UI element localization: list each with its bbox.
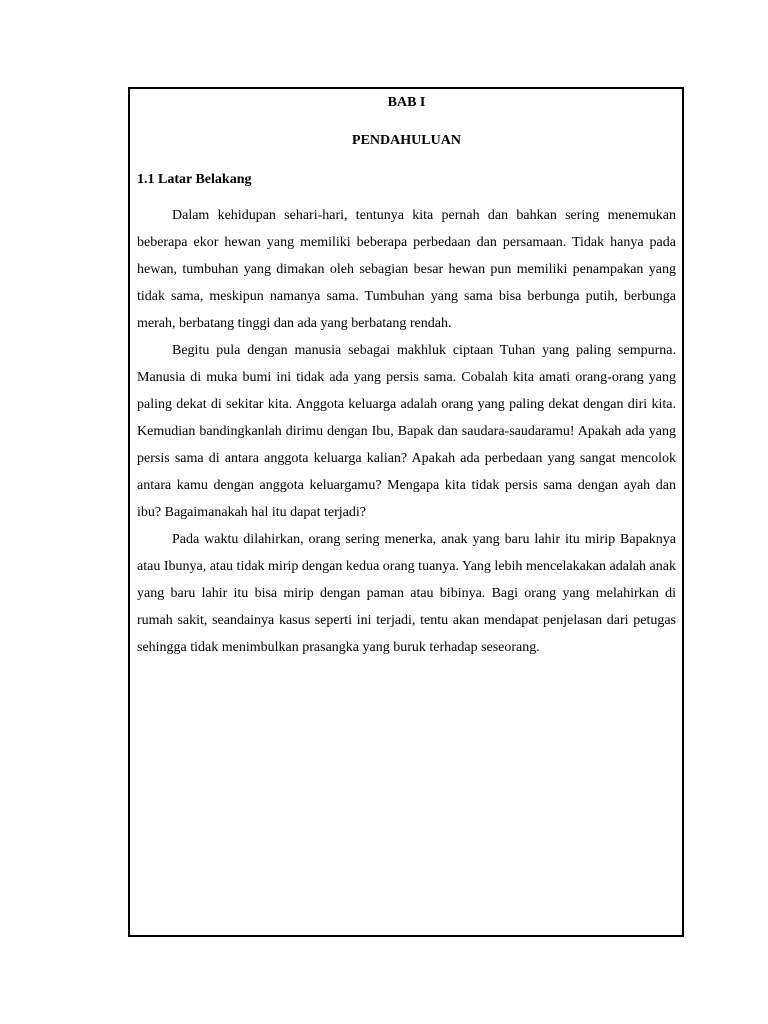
chapter-title: PENDAHULUAN [352,133,461,148]
body-text [137,202,676,661]
page-border-frame [128,87,684,937]
paragraph: Pada waktu dilahirkan, orang sering menerka, anak yang baru lahir itu mirip Bapaknya atau Ibunya, atau tidak mirip dengan kedua orang tuanya. Yang lebih mencelakakan adalah anak yang baru lahir itu bisa mirip dengan paman atau bibinya. Bagi orang yang melahirkan di rumah sakit, seandainya kasus seperti ini terjadi, tentu akan mendapat penjelasan dari petugas sehingga tidak menimbulkan prasangka yang buruk terhadap seseorang. [137,532,676,655]
page-content [137,95,676,661]
section-heading: 1.1 Latar Belakang [137,172,252,187]
chapter-number: BAB I [387,95,426,110]
paragraph: Dalam kehidupan sehari-hari, tentunya kita pernah dan bahkan sering menemukan beberapa ekor hewan yang memiliki beberapa perbedaan dan persamaan. Tidak hanya pada hewan, tumbuhan yang dimakan oleh sebagian besar hewan pun memiliki penampakan yang tidak sama, meskipun namanya sama. Tumbuhan yang sama bisa berbunga putih, berbunga merah, berbatang tinggi dan ada yang berbatang rendah. [137,208,676,331]
paragraph: Begitu pula dengan manusia sebagai makhluk ciptaan Tuhan yang paling sempurna. Manusia di muka bumi ini tidak ada yang persis sama. Cobalah kita amati orang-orang yang paling dekat di sekitar kita. Anggota keluarga adalah orang yang paling dekat dengan diri kita. Kemudian bandingkanlah dirimu dengan Ibu, Bapak dan saudara-saudaramu! Apakah ada yang persis sama di antara anggota keluarga kalian? Apakah ada perbedaan yang sangat mencolok antara kamu dengan anggota keluargamu? Mengapa kita tidak persis sama dengan ayah dan ibu? Bagaimanakah hal itu dapat terjadi? [137,343,676,520]
